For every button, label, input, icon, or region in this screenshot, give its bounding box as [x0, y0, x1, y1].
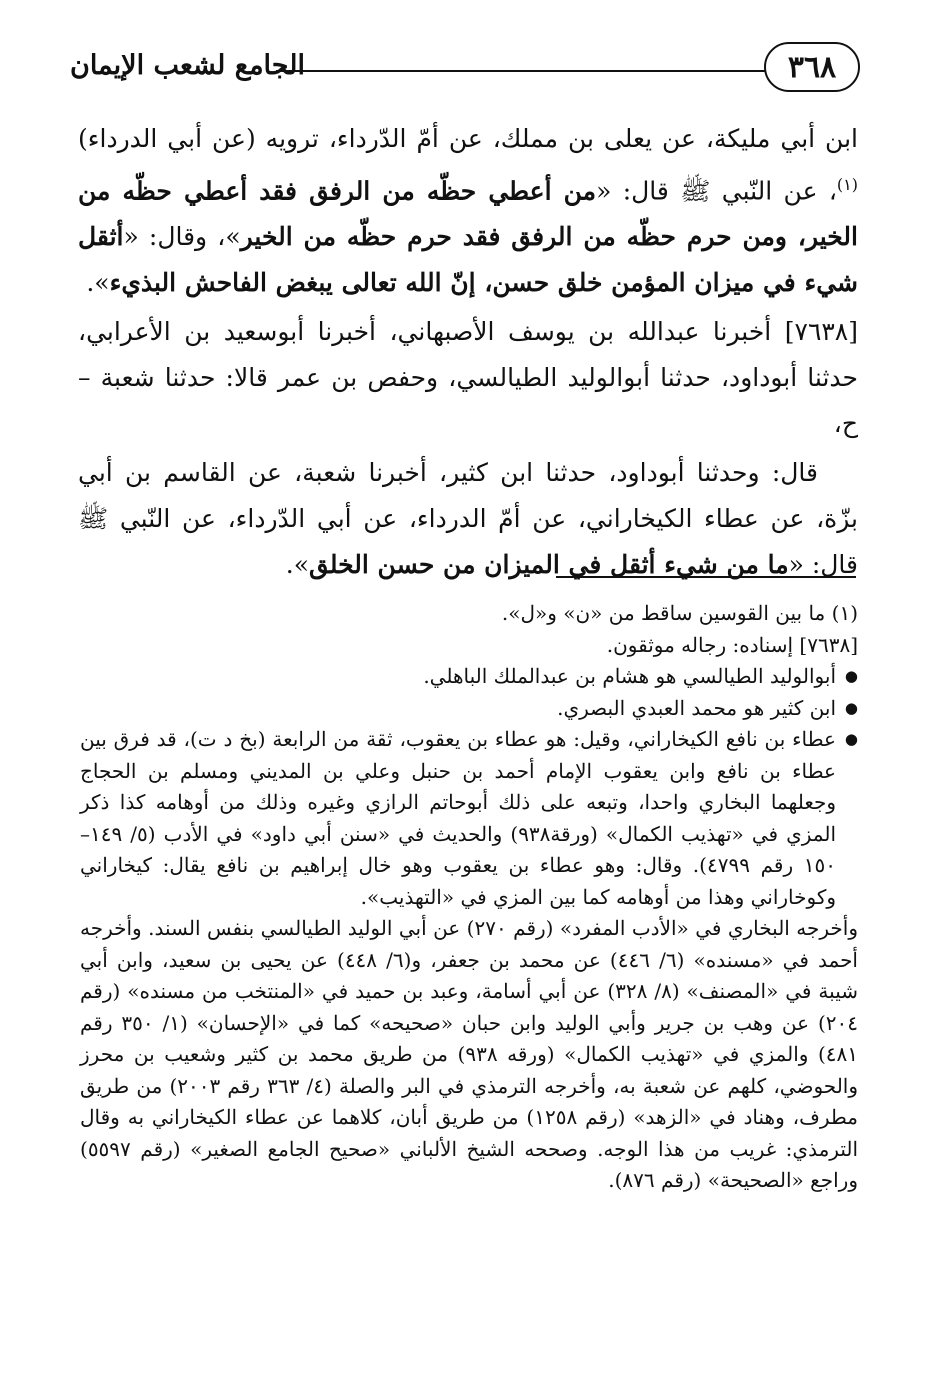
text-segment: ابن أبي مليكة، عن يعلى بن مملك، عن أمّ الدّرداء، ترويه (عن أبي الدرداء): [78, 124, 858, 153]
paragraph-hadith-1: [78, 116, 858, 306]
text-segment: قال: وحدثنا أبوداود، حدثنا ابن كثير، أخبرنا شعبة، عن القاسم بن أبي بزّة، عن عطاء الكيخاراني، عن أمّ الدرداء، عن أبي الدّرداء، عن النّبي ﷺ قال: «: [78, 458, 858, 580]
list-item: ● عطاء بن نافع الكيخاراني، وقيل: هو عطاء بن يعقوب، ثقة من الرابعة (بخ د ت)، قد فرق بين عطاء بن نافع وابن يعقوب الإمام أحمد بن حنبل وعلي بن المديني ومسلم بن الحجاج وجعلهما البخاري واحدا، وتبعه على ذلك أبوحاتم الرازي وغيره وذلك من أوهامه كذا ذكر المزي في «تهذيب الكمال» (ورقة٩٣٨) والحديث في «سنن أبي داود» في الأدب (٥/ ١٤٩– ١٥٠ رقم ٤٧٩٩). وقال: وهو عطاء بن يعقوب وهو خال إبراهيم بن نافع يقال: كيخاراني وكوخاراني وهذا من أوهامه كما بين المزي في «التهذيب».: [80, 724, 858, 913]
hadith-quote: أثقل شيء في ميزان المؤمن خلق حسن، إنّ الله تعالى يبغض الفاحش البذيء: [78, 222, 858, 298]
footnote-marker: (١): [836, 175, 859, 194]
text-segment: ».: [285, 550, 310, 580]
text-segment: ، عن النّبي ﷺ قال: «: [596, 176, 837, 206]
page-number: ٣٦٨: [764, 42, 860, 92]
hadith-number: [٧٦٣٨]: [799, 632, 858, 657]
text-segment: إسناده: رجاله موثقون.: [606, 632, 800, 657]
footnote-separator: [556, 576, 856, 578]
footnotes: [80, 598, 858, 1197]
text-segment: ».: [86, 268, 110, 298]
footnote-takhrij: وأخرجه البخاري في «الأدب المفرد» (رقم ٢٧٠) عن أبي الوليد الطيالسي بنفس السند. وأخرجه أحمد في «مسنده» (٦/ ٤٤٦) عن محمد بن جعفر، و(٦/ ٤٤٨) عن يحيى بن سعيد، وابن أبي شيبة في «المصنف» (٨/ ٣٢٨) عن أبي أسامة، وعبد بن حميد في «المنتخب من مسنده» (رقم ٢٠٤) عن وهب بن جرير وأبي الوليد وابن حبان «صحيحه» كما في «الإحسان» (١/ ٣٥٠ رقم ٤٨١) والمزي في «تهذيب الكمال» (ورقه ٩٣٨) من طريق محمد بن كثير وشعيب بن محرز والحوضي، كلهم عن شعبة به، وأخرجه الترمذي في البر والصلة (٤/ ٣٦٣ رقم ٢٠٠٣) من طريق مطرف، وهناد في «الزهد» (رقم ١٢٥٨) من طريق أبان، كلاهما عن عطاء الكيخاراني به وقال الترمذي: غريب من هذا الوجه. وصححه الشيخ الألباني «صحيح الجامع الصغير» (رقم ٥٥٩٧) وراجع «الصحيحة» (رقم ٨٧٦).: [80, 916, 859, 1192]
list-item: ● أبوالوليد الطيالسي هو هشام بن عبدالملك الباهلي.: [80, 661, 858, 693]
page-header: [70, 42, 860, 98]
list-item: ● ابن كثير هو محمد العبدي البصري.: [80, 693, 858, 725]
narrator-notes-list: [80, 661, 858, 913]
header-rule: [276, 70, 766, 72]
hadith-number: [٧٦٣٨]: [784, 317, 858, 347]
footnote-1: (١) ما بين القوسين ساقط من «ن» و«ل».: [501, 601, 858, 625]
hadith-quote: ما من شيء أثقل في الميزان من حسن الخلق: [309, 550, 789, 580]
paragraph-isnad: [78, 309, 858, 447]
main-text: [78, 116, 858, 588]
hadith-quote: من أعطي حظّه من الرفق فقد أعطي حظّه من الخير، ومن حرم حظّه من الرفق فقد حرم حظّه من الخير: [78, 176, 858, 252]
paragraph-hadith-2: [78, 450, 858, 588]
book-title: الجامع لشعب الإيمان: [70, 50, 305, 81]
text-segment: أخبرنا عبدالله بن يوسف الأصبهاني، أخبرنا أبوسعيد بن الأعرابي، حدثنا أبوداود، حدثنا أبوالوليد الطيالسي، وحفص بن عمر قالا: حدثنا شعبة – ح،: [78, 317, 858, 439]
footnote-isnad-grade: [80, 630, 858, 662]
text-segment: »، وقال: «: [123, 222, 241, 252]
